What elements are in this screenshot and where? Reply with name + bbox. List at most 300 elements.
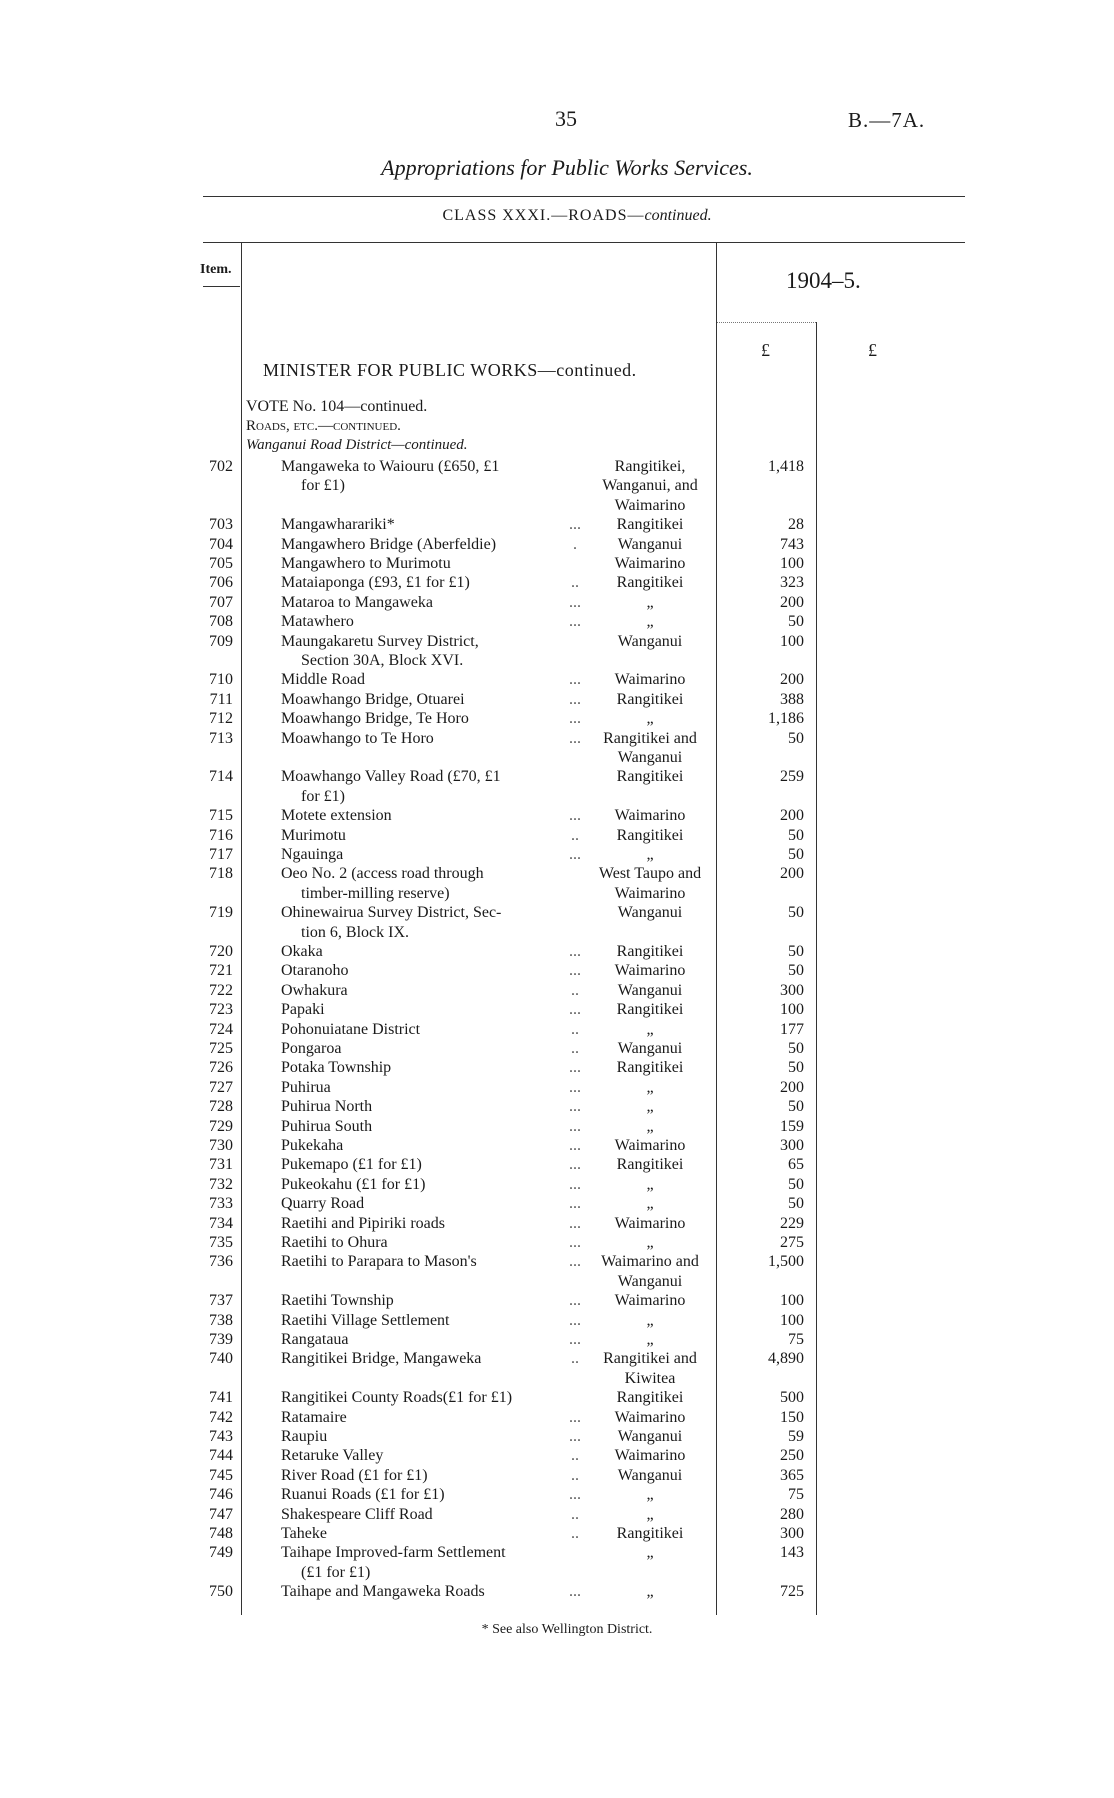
leader-dots: ...: [569, 1408, 581, 1426]
amount: 50: [788, 729, 804, 747]
road-name-line: Raetihi and Pipiriki roads: [281, 1214, 445, 1232]
amount: 200: [780, 865, 804, 883]
leader-dots: ...: [569, 1175, 581, 1193]
road-name-line: Murimotu: [281, 826, 346, 844]
road-name: [281, 1485, 573, 1504]
road-name: [281, 729, 573, 748]
currency-header-2: £: [868, 340, 877, 360]
county-name: „: [646, 593, 654, 611]
leader-dots: ...: [569, 1098, 581, 1116]
county-name: Wanganui: [617, 1466, 683, 1484]
amount: 200: [780, 807, 804, 825]
item-number: 731: [209, 1156, 233, 1174]
leader-dots: ..: [571, 1525, 579, 1542]
amount: 59: [788, 1428, 804, 1445]
county-name: Wanganui: [617, 632, 683, 650]
leader-dots: ..: [571, 1505, 579, 1523]
county-name: Rangitikei: [616, 768, 684, 786]
road-name-line: Oeo No. 2 (access road through: [281, 865, 484, 883]
amount: 50: [788, 846, 804, 863]
leader-dots: ..: [571, 1447, 579, 1465]
county-name: Wanganui: [617, 981, 683, 999]
amount: 100: [780, 632, 804, 650]
road-name: [281, 1291, 573, 1310]
amount: 259: [780, 768, 804, 786]
road-name: [281, 1446, 573, 1465]
roads-heading: Roads, etc.—continued.: [246, 418, 401, 434]
item-number: 707: [209, 593, 233, 611]
road-name: [281, 845, 573, 864]
leader-dots: ...: [569, 1001, 581, 1019]
county-name: Wanganui: [617, 904, 683, 922]
leader-dots: ...: [569, 690, 581, 708]
leader-dots: ...: [569, 1428, 581, 1445]
amount: 177: [780, 1020, 804, 1038]
item-number: 713: [209, 729, 233, 747]
road-name: [281, 767, 573, 806]
item-number: 720: [209, 943, 233, 960]
road-name-continuation: Section 30A, Block XVI.: [301, 652, 464, 669]
road-name-continuation: timber-milling reserve): [301, 884, 450, 902]
item-number: 726: [209, 1059, 233, 1077]
item-number: 704: [209, 535, 233, 553]
item-number: 716: [209, 826, 233, 844]
item-number: 732: [209, 1175, 233, 1193]
road-name: [281, 690, 573, 709]
county-name: „: [646, 710, 654, 728]
item-number: 738: [209, 1311, 233, 1329]
road-name-line: Pukeokahu (£1 for £1): [281, 1175, 426, 1193]
amount: 50: [788, 904, 804, 922]
amount: 50: [788, 826, 804, 844]
rule-item-header: [203, 286, 240, 287]
road-name: [281, 806, 573, 825]
leader-dots: ...: [569, 729, 581, 747]
road-name-line: Taheke: [281, 1525, 327, 1542]
leader-dots: ...: [569, 1331, 581, 1348]
road-name-line: Retaruke Valley: [281, 1447, 384, 1465]
amount: 388: [780, 690, 804, 708]
leader-dots: ...: [569, 710, 581, 728]
amount: 229: [780, 1214, 804, 1232]
item-number: 709: [209, 632, 233, 650]
column-rule-amount: [816, 322, 817, 1615]
road-name: [281, 1155, 573, 1174]
leader-dots: ...: [569, 593, 581, 611]
county-name: Rangitikei, Wanganui, and Waimarino: [602, 458, 698, 514]
leader-dots: ...: [569, 1117, 581, 1135]
district-heading: Wanganui Road District—continued.: [246, 437, 468, 453]
road-name: [281, 1194, 573, 1213]
county-name: Rangitikei: [616, 516, 684, 534]
item-number: 737: [209, 1292, 233, 1310]
road-name-line: Quarry Road: [281, 1195, 365, 1213]
road-name: [281, 1388, 573, 1407]
amount: 150: [780, 1408, 804, 1426]
road-name: [281, 457, 573, 496]
item-number: 750: [209, 1583, 233, 1601]
road-name-line: River Road (£1 for £1): [281, 1466, 428, 1484]
leader-dots: ...: [569, 1292, 581, 1310]
amount: 50: [788, 1098, 804, 1116]
road-name: [281, 1349, 573, 1368]
road-name-line: Mataiaponga (£93, £1 for £1): [281, 574, 470, 592]
county-name: Rangitikei: [616, 1389, 684, 1407]
class-heading-main: CLASS XXXI.—ROADS—: [442, 207, 645, 224]
road-name-line: Potaka Township: [281, 1059, 392, 1077]
road-name-line: Owhakura: [281, 981, 348, 999]
amount: 75: [788, 1331, 804, 1348]
road-name-line: Taihape and Mangaweka Roads: [281, 1583, 485, 1601]
item-number: 719: [209, 904, 233, 922]
road-name: [281, 1000, 573, 1019]
county-name: Rangitikei: [616, 574, 684, 592]
year-column-header: 1904–5.: [786, 268, 861, 293]
item-number: 730: [209, 1137, 233, 1154]
road-name: [281, 573, 573, 592]
amount: 725: [780, 1583, 804, 1601]
road-name: [281, 1408, 573, 1427]
class-heading: [0, 207, 1114, 225]
amount: 159: [780, 1117, 804, 1135]
amount: 50: [788, 1059, 804, 1077]
road-name-line: Shakespeare Cliff Road: [281, 1505, 433, 1523]
item-number: 747: [209, 1505, 233, 1523]
amount: 50: [788, 1040, 804, 1057]
county-name: Rangitikei: [616, 1001, 684, 1019]
road-name-line: Papaki: [281, 1001, 325, 1019]
leader-dots: ..: [571, 1020, 579, 1038]
road-name: [281, 1136, 573, 1155]
item-number: 748: [209, 1525, 233, 1542]
amount: 300: [780, 981, 804, 999]
road-name: [281, 612, 573, 631]
county-name: Rangitikei and Wanganui: [603, 729, 697, 766]
amount: 365: [780, 1466, 804, 1484]
county-name: „: [646, 1195, 654, 1213]
leader-dots: ...: [569, 1137, 581, 1154]
county-name: Rangitikei: [616, 1156, 684, 1174]
leader-dots: ...: [569, 962, 581, 980]
county-name: Rangitikei and Kiwitea: [603, 1350, 697, 1387]
item-number: 740: [209, 1350, 233, 1368]
amount: 28: [788, 516, 804, 534]
road-name-continuation: (£1 for £1): [301, 1563, 371, 1581]
county-name: Waimarino: [614, 1214, 686, 1232]
road-name: [281, 942, 573, 961]
amount: 50: [788, 943, 804, 960]
item-number: 722: [209, 981, 233, 999]
amount: 743: [780, 535, 804, 553]
county-name: Waimarino: [614, 807, 686, 825]
item-number: 739: [209, 1331, 233, 1348]
leader-dots: ...: [569, 1311, 581, 1329]
leader-dots: ...: [569, 807, 581, 825]
amount: 1,186: [768, 710, 804, 728]
road-name-line: Moawhango Valley Road (£70, £1: [281, 768, 501, 786]
currency-header-1: £: [761, 340, 770, 360]
leader-dots: ...: [569, 943, 581, 960]
road-name-line: Raetihi to Ohura: [281, 1234, 388, 1251]
road-name-line: Raetihi Village Settlement: [281, 1311, 450, 1329]
county-name: Rangitikei: [616, 943, 684, 960]
county-name: „: [646, 1311, 654, 1329]
item-number: 741: [209, 1389, 233, 1407]
county-name: Rangitikei: [616, 1525, 684, 1542]
county-name: Waimarino: [614, 671, 686, 689]
item-number: 703: [209, 516, 233, 534]
road-name: [281, 981, 573, 1000]
county-name: „: [646, 1117, 654, 1135]
road-name: [281, 1097, 573, 1116]
item-number: 742: [209, 1408, 233, 1426]
amount: 300: [780, 1137, 804, 1154]
leader-dots: ...: [569, 1253, 581, 1271]
amount: 4,890: [768, 1350, 804, 1368]
county-name: Waimarino: [614, 962, 686, 980]
amount: 200: [780, 593, 804, 611]
county-name: „: [646, 1544, 654, 1562]
amount: 50: [788, 962, 804, 980]
leader-dots: ...: [569, 613, 581, 631]
item-number: 736: [209, 1253, 233, 1271]
leader-dots: ...: [569, 1156, 581, 1174]
amount: 500: [780, 1389, 804, 1407]
road-name: [281, 1466, 573, 1485]
leader-dots: ..: [571, 1350, 579, 1368]
county-name: Waimarino: [614, 1408, 686, 1426]
item-number: 746: [209, 1486, 233, 1504]
road-name: [281, 1020, 573, 1039]
county-name: Waimarino: [614, 555, 686, 572]
amount: 100: [780, 1311, 804, 1329]
rule-year-header: [716, 322, 816, 323]
road-name-line: Pukemapo (£1 for £1): [281, 1156, 422, 1174]
road-name: [281, 1058, 573, 1077]
road-name-line: Raupiu: [281, 1428, 328, 1445]
road-name-line: Raetihi to Parapara to Mason's: [281, 1253, 477, 1271]
road-name: [281, 593, 573, 612]
leader-dots: ...: [569, 1486, 581, 1504]
road-name-line: Rangitikei County Roads(£1 for £1): [281, 1389, 513, 1407]
county-name: „: [646, 1098, 654, 1116]
leader-dots: ...: [569, 1214, 581, 1232]
county-name: Waimarino: [614, 1447, 686, 1465]
road-name-line: Pukekaha: [281, 1137, 344, 1154]
leader-dots: ..: [571, 826, 579, 844]
amount: 300: [780, 1525, 804, 1542]
vote-heading: VOTE No. 104—continued.: [246, 398, 428, 415]
road-name-line: Rangataua: [281, 1331, 349, 1348]
road-name: [281, 826, 573, 845]
road-name: [281, 670, 573, 689]
amount: 200: [780, 671, 804, 689]
amount: 75: [788, 1486, 804, 1504]
leader-dots: ...: [569, 1234, 581, 1251]
road-name-line: Middle Road: [281, 671, 365, 689]
county-name: „: [646, 1583, 654, 1601]
item-number: 711: [209, 690, 233, 708]
item-number: 745: [209, 1466, 233, 1484]
amount: 200: [780, 1078, 804, 1096]
road-name-line: Taihape Improved-farm Settlement: [281, 1544, 506, 1562]
county-name: Waimarino: [614, 1292, 686, 1310]
road-name-line: Ratamaire: [281, 1408, 347, 1426]
item-number: 721: [209, 962, 233, 980]
county-name: „: [646, 1020, 654, 1038]
page-title: Appropriations for Public Works Services.: [381, 155, 753, 180]
county-name: Wanganui: [617, 1040, 683, 1057]
road-name: [281, 903, 573, 942]
county-name: „: [646, 1234, 654, 1251]
leader-dots: ...: [569, 671, 581, 689]
class-heading-suffix: continued.: [644, 207, 712, 224]
road-name-line: Moawhango Bridge, Te Horo: [281, 710, 469, 728]
footnote: * See also Wellington District.: [481, 1622, 653, 1637]
amount: 100: [780, 555, 804, 572]
item-number: 717: [209, 846, 233, 863]
road-name-continuation: for £1): [301, 787, 345, 805]
item-number: 714: [209, 768, 233, 786]
road-name: [281, 1582, 573, 1601]
item-number: 702: [209, 458, 233, 475]
road-name-line: Otaranoho: [281, 962, 349, 980]
road-name: [281, 1078, 573, 1097]
document-reference: B.—7A.: [848, 108, 926, 132]
road-name-line: Okaka: [281, 943, 323, 960]
item-number: 724: [209, 1020, 233, 1038]
road-name-line: Maungakaretu Survey District,: [281, 632, 479, 650]
item-number: 727: [209, 1078, 233, 1096]
county-name: West Taupo and Waimarino: [598, 865, 702, 902]
road-name: [281, 1175, 573, 1194]
county-name: Wanganui: [617, 535, 683, 553]
amount: 143: [780, 1544, 804, 1562]
road-name-line: Pongaroa: [281, 1040, 342, 1057]
item-number: 743: [209, 1428, 233, 1445]
road-name: [281, 1233, 573, 1252]
item-number: 723: [209, 1001, 233, 1019]
amount: 100: [780, 1292, 804, 1310]
item-number: 729: [209, 1117, 233, 1135]
leader-dots: ...: [569, 516, 581, 534]
item-column-header: Item.: [200, 262, 232, 277]
road-name-line: Puhirua: [281, 1078, 331, 1096]
county-name: „: [646, 846, 654, 863]
column-rule-county: [716, 243, 717, 1615]
amount: 250: [780, 1447, 804, 1465]
leader-dots: .: [573, 535, 577, 553]
amount: 100: [780, 1001, 804, 1019]
road-name-line: Motete extension: [281, 807, 392, 825]
road-name-line: Mangawhero to Murimotu: [281, 555, 451, 572]
rule-top: [203, 196, 965, 197]
amount: 50: [788, 1175, 804, 1193]
item-number: 705: [209, 555, 233, 572]
item-number: 744: [209, 1447, 233, 1465]
road-name: [281, 1117, 573, 1136]
road-name: [281, 515, 573, 534]
leader-dots: ...: [569, 846, 581, 863]
item-number: 712: [209, 710, 233, 728]
item-number: 706: [209, 574, 233, 592]
road-name-line: Mataroa to Mangaweka: [281, 593, 433, 611]
leader-dots: ..: [571, 1040, 579, 1057]
road-name: [281, 1427, 573, 1446]
road-name-line: Mangawhero Bridge (Aberfeldie): [281, 535, 497, 553]
county-name: Rangitikei: [616, 690, 684, 708]
amount: 65: [788, 1156, 804, 1174]
road-name: [281, 709, 573, 728]
road-name-line: Puhirua North: [281, 1098, 373, 1116]
county-name: Wanganui: [617, 1428, 683, 1445]
amount: 1,500: [768, 1253, 804, 1271]
road-name-line: Pohonuiatane District: [281, 1020, 421, 1038]
road-name: [281, 632, 573, 671]
leader-dots: ...: [569, 1195, 581, 1213]
minister-heading: MINISTER FOR PUBLIC WORKS—continued.: [263, 360, 637, 380]
road-name: [281, 1311, 573, 1330]
county-name: „: [646, 1331, 654, 1348]
county-name: „: [646, 1175, 654, 1193]
item-number: 718: [209, 865, 233, 883]
county-name: Waimarino: [614, 1137, 686, 1154]
road-name-line: Rangitikei Bridge, Mangaweka: [281, 1350, 482, 1368]
road-name-line: Ruanui Roads (£1 for £1): [281, 1486, 445, 1504]
county-name: Waimarino and Wanganui: [601, 1253, 699, 1290]
road-name-line: Puhirua South: [281, 1117, 373, 1135]
amount: 50: [788, 613, 804, 631]
page-number: 35: [555, 106, 577, 131]
road-name-line: Ohinewairua Survey District, Sec-: [281, 904, 502, 922]
column-rule-item: [241, 243, 242, 1615]
item-number: 710: [209, 671, 233, 689]
road-name: [281, 1039, 573, 1058]
road-name: [281, 554, 573, 573]
road-name-continuation: tion 6, Block IX.: [301, 923, 409, 941]
county-name: „: [646, 1486, 654, 1504]
road-name-line: Moawhango Bridge, Otuarei: [281, 690, 465, 708]
leader-dots: ...: [569, 1059, 581, 1077]
amount: 280: [780, 1505, 804, 1523]
road-name: [281, 864, 573, 903]
item-number: 708: [209, 613, 233, 631]
item-number: 735: [209, 1234, 233, 1251]
road-name-line: Raetihi Township: [281, 1292, 394, 1310]
item-number: 734: [209, 1214, 233, 1232]
leader-dots: ..: [571, 574, 579, 592]
leader-dots: ..: [571, 981, 579, 999]
county-name: Rangitikei: [616, 826, 684, 844]
road-name: [281, 961, 573, 980]
item-number: 715: [209, 807, 233, 825]
amount: 323: [780, 574, 804, 592]
road-name-line: Matawhero: [281, 613, 354, 631]
road-name-continuation: for £1): [301, 477, 345, 495]
road-name: [281, 535, 573, 554]
county-name: „: [646, 613, 654, 631]
leader-dots: ..: [571, 1466, 579, 1484]
amount: 50: [788, 1195, 804, 1213]
road-name: [281, 1524, 573, 1543]
item-number: 728: [209, 1098, 233, 1116]
road-name: [281, 1252, 573, 1271]
road-name-line: Ngauinga: [281, 846, 344, 863]
item-number: 733: [209, 1195, 233, 1213]
road-name: [281, 1505, 573, 1524]
road-name-line: Mangaweka to Waiouru (£650, £1: [281, 458, 500, 475]
road-name: [281, 1330, 573, 1349]
